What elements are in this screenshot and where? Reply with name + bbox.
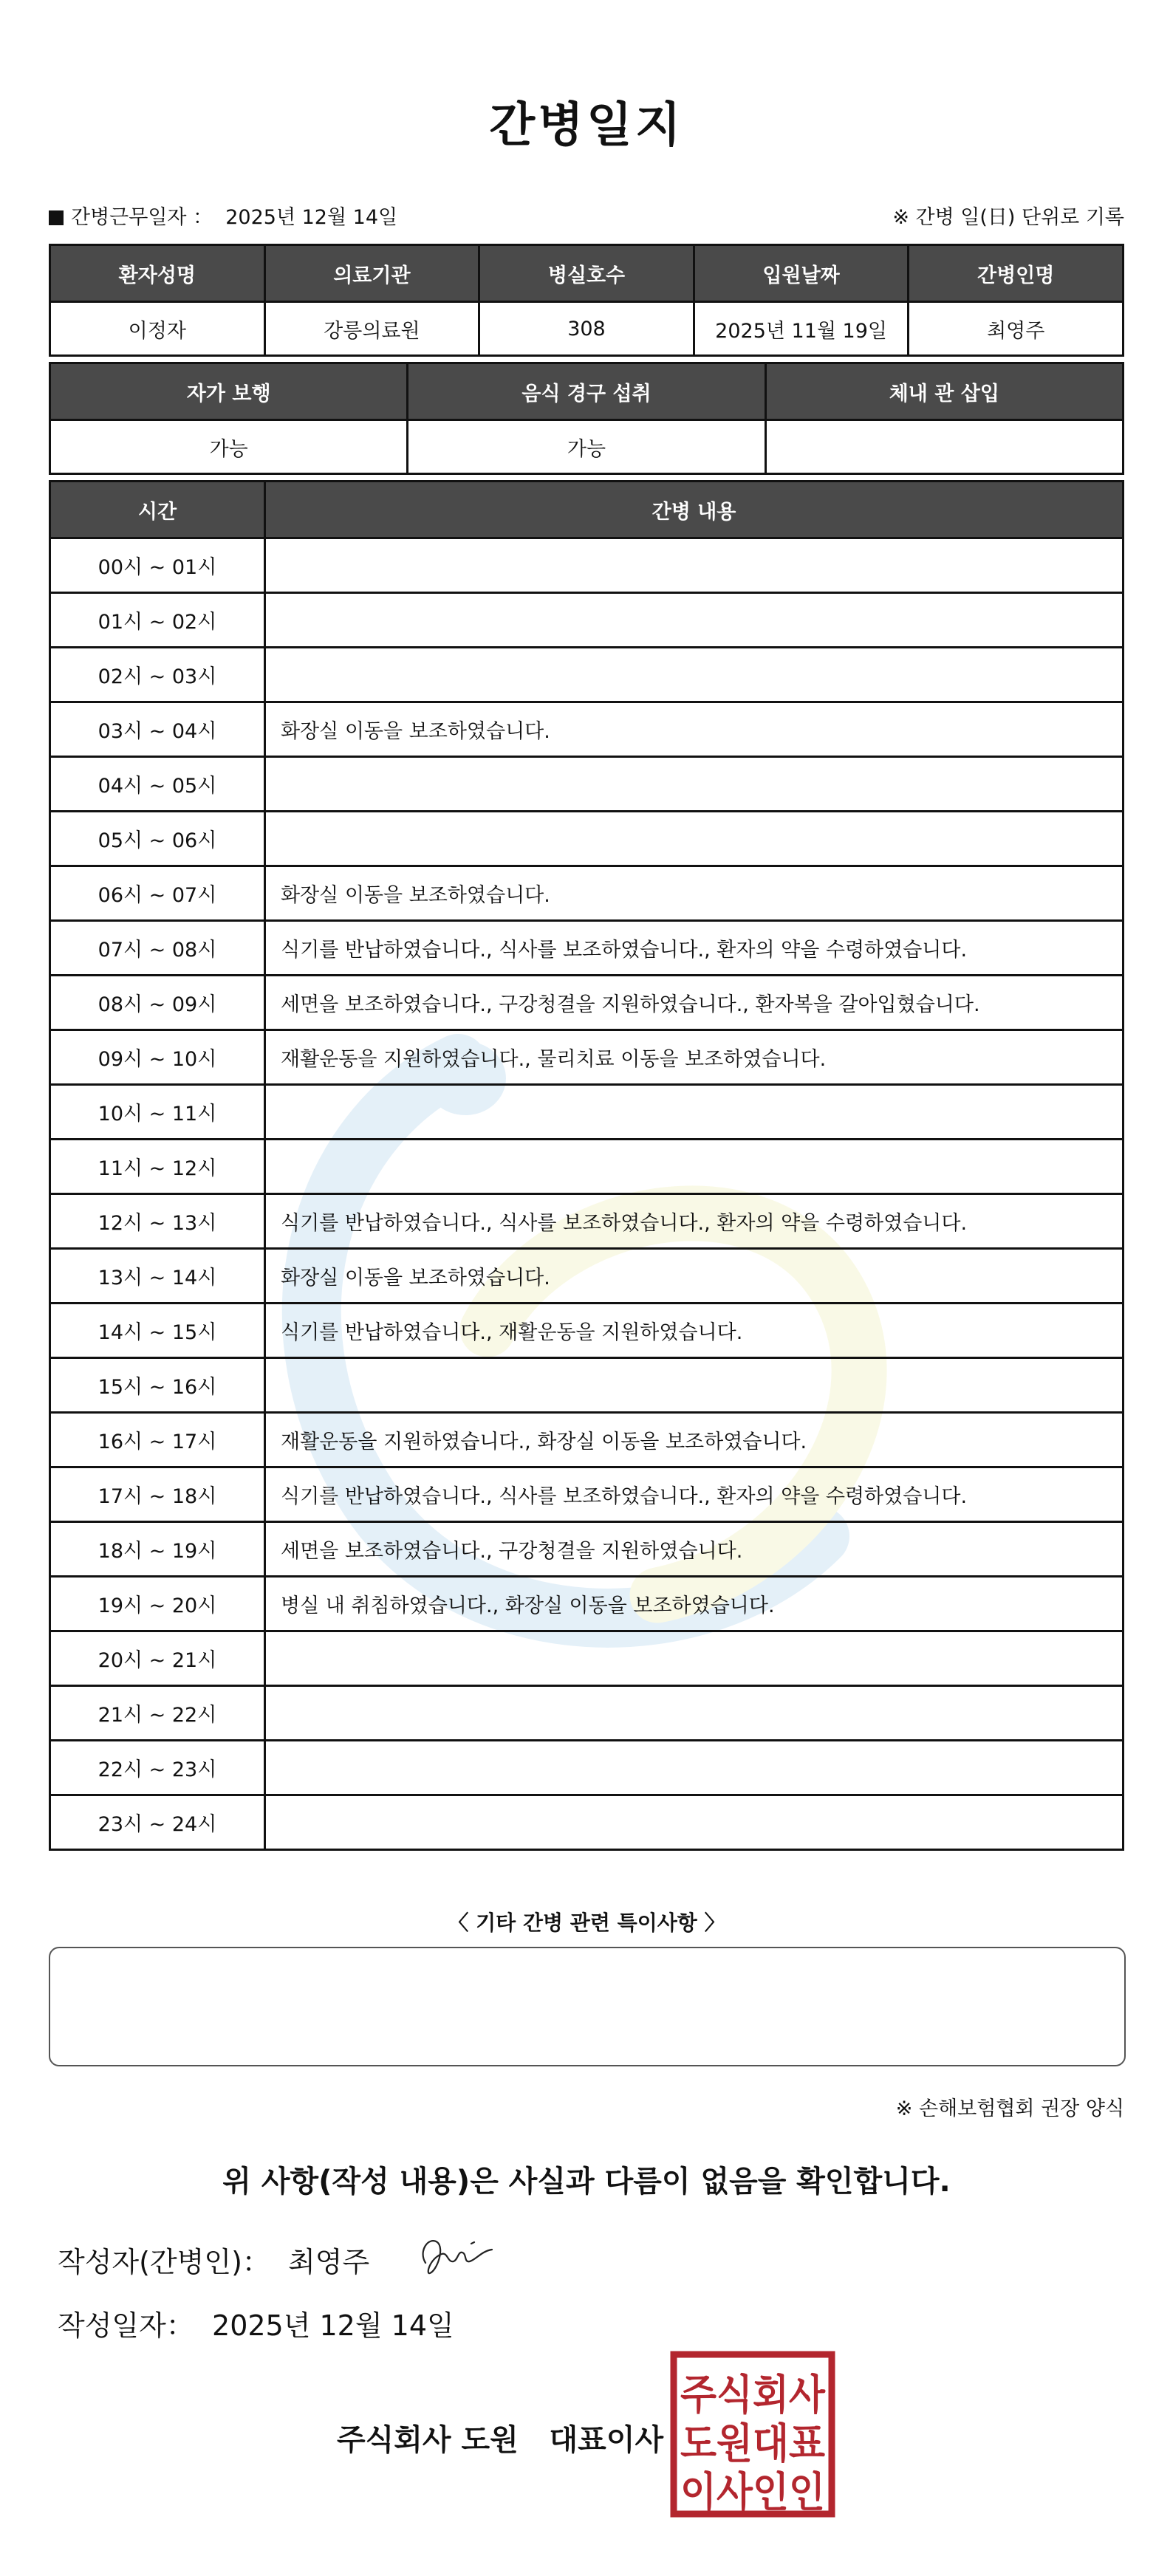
content-cell: 식기를 반납하였습니다., 식사를 보조하였습니다., 환자의 약을 수령하였습니다. bbox=[265, 921, 1124, 976]
content-cell: 화장실 이동을 보조하였습니다. bbox=[265, 702, 1124, 757]
confirmation-statement: 위 사항(작성 내용)은 사실과 다름이 없음을 확인합니다. bbox=[222, 2165, 951, 2199]
table-row bbox=[50, 1249, 1124, 1304]
header-time: 시간 bbox=[50, 482, 265, 538]
tube-status bbox=[765, 420, 1123, 474]
walking-status: 가능 bbox=[50, 420, 408, 474]
content-cell: 세면을 보조하였습니다., 구강청결을 지원하였습니다. bbox=[265, 1522, 1124, 1577]
caregiver-name: 최영주 bbox=[909, 302, 1124, 356]
special-notes-title: 〈 기타 간병 관련 특이사항 〉 bbox=[448, 1911, 725, 1935]
square-bullet-icon bbox=[49, 210, 64, 225]
time-cell: 04시 ~ 05시 bbox=[50, 757, 265, 812]
table-row bbox=[50, 1577, 1124, 1631]
patient-info-table bbox=[49, 244, 1124, 357]
table-row bbox=[50, 1522, 1124, 1577]
writer-label: 작성자(간병인)： bbox=[58, 2246, 270, 2278]
time-cell: 10시 ~ 11시 bbox=[50, 1085, 265, 1140]
oral-intake-status: 가능 bbox=[408, 420, 765, 474]
content-cell bbox=[265, 812, 1124, 866]
table-row bbox=[50, 1795, 1124, 1850]
table-row bbox=[50, 1358, 1124, 1413]
table-row bbox=[50, 1140, 1124, 1194]
writer-name: 최영주 bbox=[288, 2246, 370, 2278]
content-cell: 식기를 반납하였습니다., 식사를 보조하였습니다., 환자의 약을 수령하였습니다. bbox=[265, 1467, 1124, 1522]
table-row bbox=[50, 1741, 1124, 1795]
table-row bbox=[50, 538, 1124, 593]
time-cell: 09시 ~ 10시 bbox=[50, 1030, 265, 1085]
time-cell: 07시 ~ 08시 bbox=[50, 921, 265, 976]
content-cell bbox=[265, 648, 1124, 702]
table-row bbox=[50, 866, 1124, 921]
time-cell: 12시 ~ 13시 bbox=[50, 1194, 265, 1249]
company-representative: 주식회사 도원 대표이사 bbox=[337, 2423, 664, 2457]
table-row bbox=[50, 1194, 1124, 1249]
time-cell: 03시 ~ 04시 bbox=[50, 702, 265, 757]
patient-name: 이정자 bbox=[50, 302, 265, 356]
header-tube: 체내 관 삽입 bbox=[765, 363, 1123, 420]
time-cell: 00시 ~ 01시 bbox=[50, 538, 265, 593]
hospital-name: 강릉의료원 bbox=[264, 302, 479, 356]
time-cell: 01시 ~ 02시 bbox=[50, 593, 265, 648]
source-note: ※ 손해보험협회 권장 양식 bbox=[895, 2097, 1124, 2120]
content-cell: 화장실 이동을 보조하였습니다. bbox=[265, 866, 1124, 921]
table-row bbox=[50, 702, 1124, 757]
time-cell: 02시 ~ 03시 bbox=[50, 648, 265, 702]
svg-text:이사인인: 이사인인 bbox=[680, 2469, 825, 2517]
content-cell bbox=[265, 1631, 1124, 1686]
svg-text:도원대표: 도원대표 bbox=[680, 2420, 825, 2468]
content-cell: 재활운동을 지원하였습니다., 물리치료 이동을 보조하였습니다. bbox=[265, 1030, 1124, 1085]
table-row bbox=[50, 812, 1124, 866]
header-walking: 자가 보행 bbox=[50, 363, 408, 420]
content-cell bbox=[265, 1085, 1124, 1140]
time-cell: 23시 ~ 24시 bbox=[50, 1795, 265, 1850]
time-cell: 11시 ~ 12시 bbox=[50, 1140, 265, 1194]
table-row bbox=[50, 648, 1124, 702]
handwritten-signature-icon bbox=[415, 2229, 504, 2281]
content-cell bbox=[265, 1140, 1124, 1194]
header-oral-intake: 음식 경구 섭취 bbox=[408, 363, 765, 420]
header-patient-name: 환자성명 bbox=[50, 245, 265, 302]
header-care-content: 간병 내용 bbox=[265, 482, 1124, 538]
time-cell: 15시 ~ 16시 bbox=[50, 1358, 265, 1413]
table-row bbox=[50, 1030, 1124, 1085]
content-cell bbox=[265, 1686, 1124, 1741]
time-cell: 19시 ~ 20시 bbox=[50, 1577, 265, 1631]
document-title: 간병일지 bbox=[489, 98, 684, 153]
unit-note: ※ 간병 일(日) 단위로 기록 bbox=[892, 206, 1124, 229]
time-cell: 20시 ~ 21시 bbox=[50, 1631, 265, 1686]
work-date-label: 간병근무일자 ： bbox=[71, 206, 213, 229]
content-cell bbox=[265, 593, 1124, 648]
time-cell: 21시 ~ 22시 bbox=[50, 1686, 265, 1741]
content-cell: 세면을 보조하였습니다., 구강청결을 지원하였습니다., 환자복을 갈아입혔습니다. bbox=[265, 976, 1124, 1030]
time-cell: 14시 ~ 15시 bbox=[50, 1304, 265, 1358]
time-cell: 06시 ~ 07시 bbox=[50, 866, 265, 921]
written-date-line bbox=[58, 2303, 454, 2343]
written-date-label: 작성일자： bbox=[58, 2309, 194, 2342]
time-cell: 17시 ~ 18시 bbox=[50, 1467, 265, 1522]
writer-line bbox=[58, 2239, 369, 2280]
written-date-value: 2025년 12월 14일 bbox=[212, 2309, 454, 2342]
table-row bbox=[50, 1631, 1124, 1686]
patient-status-table bbox=[49, 362, 1124, 475]
time-cell: 08시 ~ 09시 bbox=[50, 976, 265, 1030]
time-cell: 16시 ~ 17시 bbox=[50, 1413, 265, 1467]
content-cell: 식기를 반납하였습니다., 식사를 보조하였습니다., 환자의 약을 수령하였습니다. bbox=[265, 1194, 1124, 1249]
header-admission-date: 입원날짜 bbox=[694, 245, 909, 302]
time-cell: 05시 ~ 06시 bbox=[50, 812, 265, 866]
work-date-line bbox=[49, 201, 397, 230]
content-cell: 재활운동을 지원하였습니다., 화장실 이동을 보조하였습니다. bbox=[265, 1413, 1124, 1467]
table-row bbox=[50, 921, 1124, 976]
time-cell: 22시 ~ 23시 bbox=[50, 1741, 265, 1795]
table-row bbox=[50, 593, 1124, 648]
content-cell bbox=[265, 1741, 1124, 1795]
table-row bbox=[50, 1467, 1124, 1522]
company-seal-icon bbox=[669, 2350, 836, 2518]
special-notes-box bbox=[49, 1947, 1126, 2066]
work-date-value: 2025년 12월 14일 bbox=[225, 206, 398, 229]
header-room: 병실호수 bbox=[479, 245, 694, 302]
room-number: 308 bbox=[479, 302, 694, 356]
admission-date: 2025년 11월 19일 bbox=[694, 302, 909, 356]
header-hospital: 의료기관 bbox=[264, 245, 479, 302]
content-cell: 화장실 이동을 보조하였습니다. bbox=[265, 1249, 1124, 1304]
content-cell bbox=[265, 1358, 1124, 1413]
content-cell: 식기를 반납하였습니다., 재활운동을 지원하였습니다. bbox=[265, 1304, 1124, 1358]
care-log-table bbox=[49, 480, 1124, 1851]
table-row bbox=[50, 1085, 1124, 1140]
content-cell bbox=[265, 1795, 1124, 1850]
table-row bbox=[50, 1686, 1124, 1741]
table-row bbox=[50, 1304, 1124, 1358]
time-cell: 18시 ~ 19시 bbox=[50, 1522, 265, 1577]
header-caregiver: 간병인명 bbox=[909, 245, 1124, 302]
table-row bbox=[50, 976, 1124, 1030]
time-cell: 13시 ~ 14시 bbox=[50, 1249, 265, 1304]
content-cell: 병실 내 취침하였습니다., 화장실 이동을 보조하였습니다. bbox=[265, 1577, 1124, 1631]
content-cell bbox=[265, 757, 1124, 812]
table-row bbox=[50, 757, 1124, 812]
table-row bbox=[50, 1413, 1124, 1467]
svg-text:주식회사: 주식회사 bbox=[680, 2371, 826, 2419]
content-cell bbox=[265, 538, 1124, 593]
